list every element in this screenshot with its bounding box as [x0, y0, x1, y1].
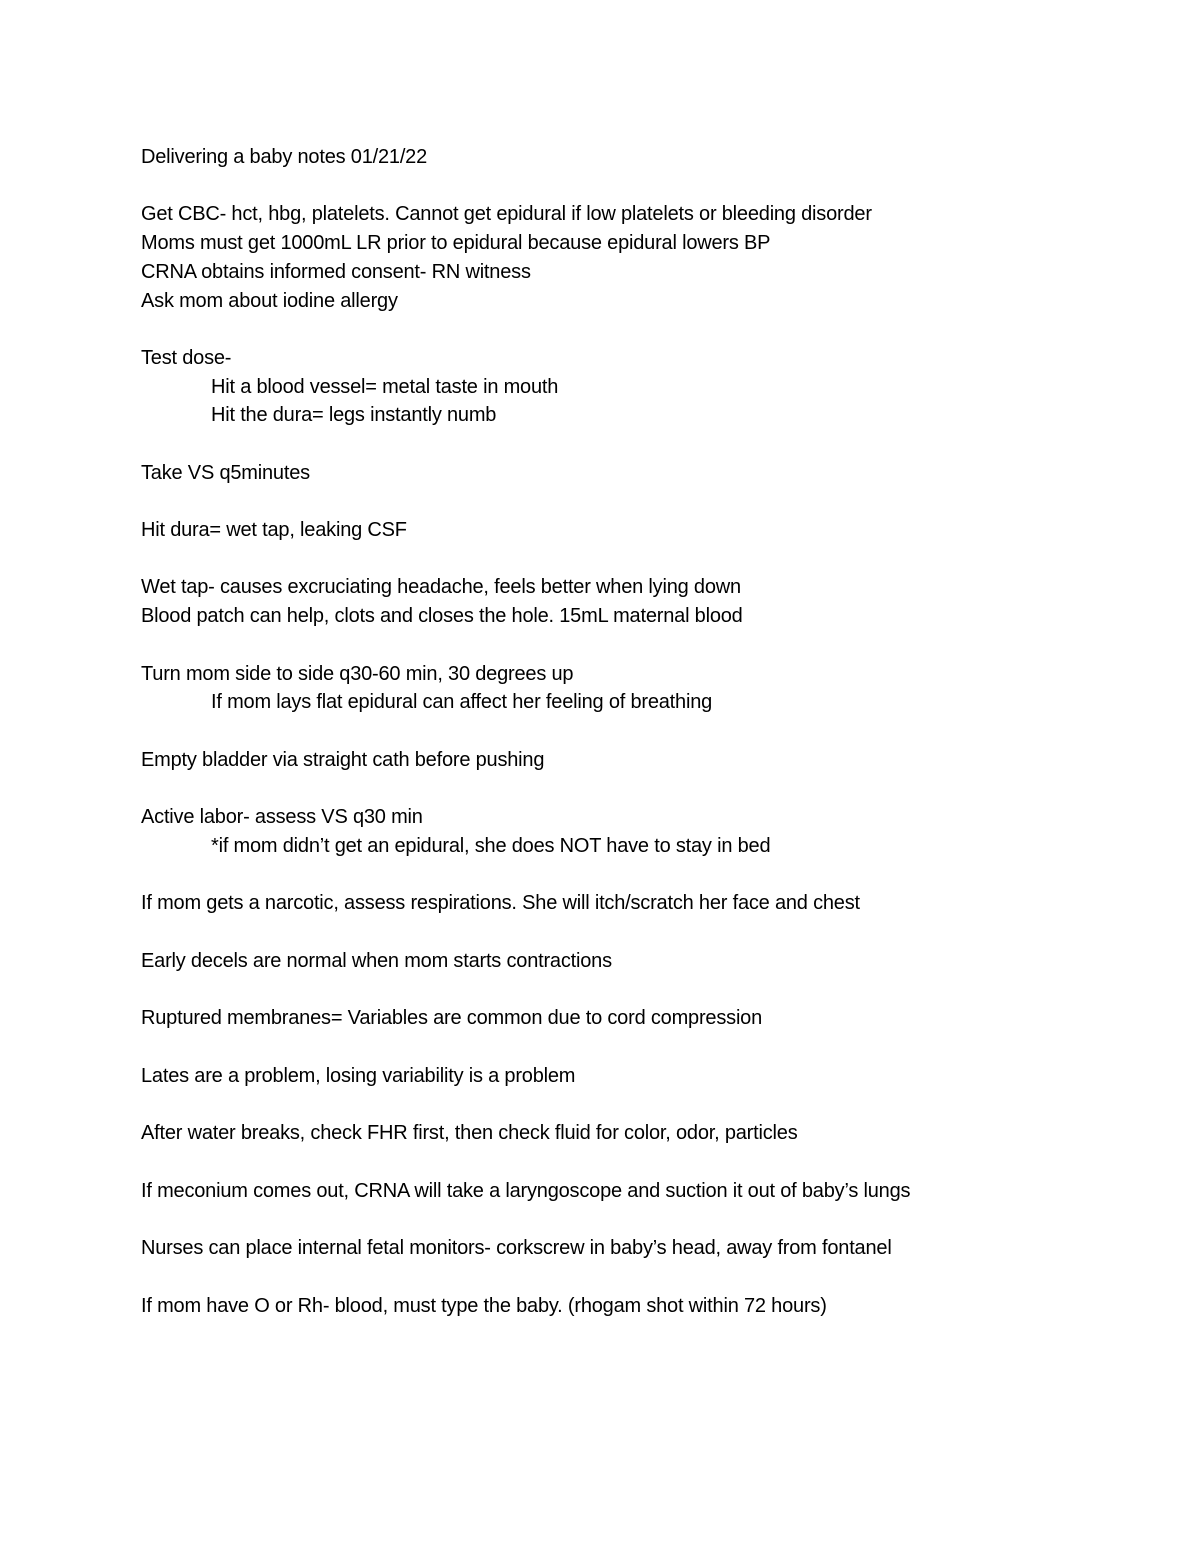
note-line: Moms must get 1000mL LR prior to epidural because epidural lowers BP: [141, 232, 771, 254]
note-line: Turn mom side to side q30-60 min, 30 degrees up: [141, 663, 574, 685]
note-line: Empty bladder via straight cath before pushing: [141, 749, 545, 771]
note-subline: Hit a blood vessel= metal taste in mouth: [211, 376, 559, 398]
note-line: Hit dura= wet tap, leaking CSF: [141, 519, 407, 541]
note-subline: Hit the dura= legs instantly numb: [211, 404, 497, 426]
note-line: Blood patch can help, clots and closes the hole. 15mL maternal blood: [141, 605, 743, 627]
note-line: Ruptured membranes= Variables are common due to cord compression: [141, 1007, 763, 1029]
note-line: CRNA obtains informed consent- RN witness: [141, 261, 531, 283]
note-line: Get CBC- hct, hbg, platelets. Cannot get epidural if low platelets or bleeding disorder: [141, 203, 872, 225]
document-title: Delivering a baby notes 01/21/22: [141, 146, 428, 168]
note-line: Active labor- assess VS q30 min: [141, 806, 423, 828]
note-line: Wet tap- causes excruciating headache, feels better when lying down: [141, 576, 741, 598]
note-line: Nurses can place internal fetal monitors- corkscrew in baby’s head, away from fontanel: [141, 1237, 892, 1259]
note-line: After water breaks, check FHR first, then check fluid for color, odor, particles: [141, 1122, 798, 1144]
note-subline: *if mom didn’t get an epidural, she does NOT have to stay in bed: [211, 835, 771, 857]
note-line: If meconium comes out, CRNA will take a laryngoscope and suction it out of baby’s lungs: [141, 1180, 911, 1202]
note-line: Take VS q5minutes: [141, 462, 310, 484]
note-line: If mom gets a narcotic, assess respirations. She will itch/scratch her face and chest: [141, 892, 860, 914]
note-line: Early decels are normal when mom starts contractions: [141, 950, 612, 972]
note-line: Lates are a problem, losing variability is a problem: [141, 1065, 576, 1087]
note-subline: If mom lays flat epidural can affect her feeling of breathing: [211, 691, 713, 713]
note-line: Ask mom about iodine allergy: [141, 290, 398, 312]
note-line: Test dose-: [141, 347, 232, 369]
note-line: If mom have O or Rh- blood, must type the baby. (rhogam shot within 72 hours): [141, 1295, 827, 1317]
